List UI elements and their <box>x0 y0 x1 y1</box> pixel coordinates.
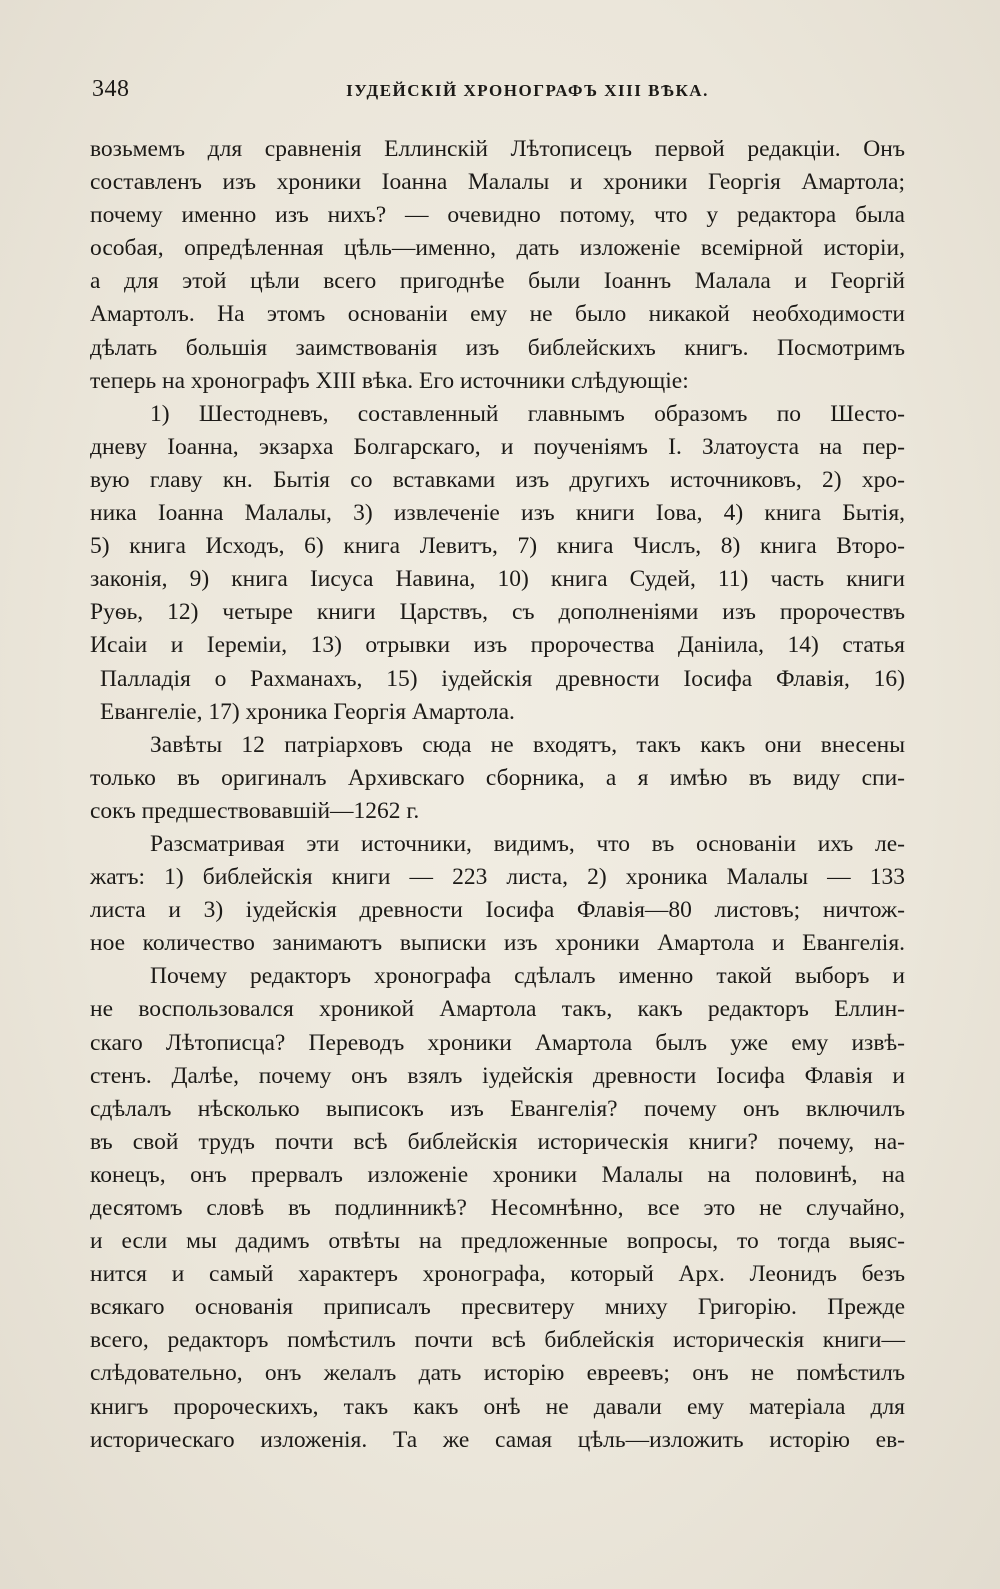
text-line: слѣдовательно, онъ желалъ дать исторію евреевъ; онъ не помѣстилъ <box>90 1360 905 1387</box>
text-line: дѣлать большія заимствованія изъ библейскихъ книгъ. Посмотримъ <box>90 334 905 361</box>
text-line: десятомъ словѣ въ подлинникѣ? Несомнѣнно, все это не случайно, <box>90 1195 905 1221</box>
text-line: и если мы дадимъ отвѣты на предложенные вопросы, то тогда выяс- <box>90 1228 905 1255</box>
text-line: законія, 9) книга Іисуса Навина, 10) книга Судей, 11) часть книги <box>90 566 905 593</box>
text-line: всякаго основанія приписалъ пресвитеру мниху Григорію. Прежде <box>90 1294 905 1321</box>
text-line: жатъ: 1) библейскія книги — 223 листа, 2) хроника Малалы — 133 <box>90 864 905 891</box>
text-line: скаго Лѣтописца? Переводъ хроники Амартола былъ уже ему извѣ- <box>90 1029 905 1056</box>
text-line: Исаіи и Іереміи, 13) отрывки изъ пророчества Даніила, 14) статья <box>90 632 905 659</box>
page-header <box>90 76 905 106</box>
body-text <box>90 133 905 1457</box>
text-line: стенъ. Далѣе, почему онъ взялъ іудейскія древности Іосифа Флавія и <box>90 1062 905 1089</box>
text-line: листа и 3) іудейскія древности Іосифа Флавія—80 листовъ; ничтож- <box>90 897 905 924</box>
text-line: Разсматривая эти источники, видимъ, что въ основаніи ихъ ле- <box>150 830 905 857</box>
text-line: возьмемъ для сравненія Еллинскій Лѣтописецъ первой редакціи. Онъ <box>90 136 905 162</box>
text-line: 1) Шестодневъ, составленный главнымъ образомъ по Шесто- <box>150 400 905 427</box>
text-line: Завѣты 12 патріарховъ сюда не входятъ, такъ какъ они внесены <box>150 731 905 758</box>
text-line: въ свой трудъ почти всѣ библейскія историческія книги? почему, на- <box>90 1128 905 1155</box>
text-line: Почему редакторъ хронографа сдѣлалъ именно такой выборъ и <box>150 963 905 990</box>
text-line: только въ оригиналъ Архивскаго сборника, а я имѣю въ виду спи- <box>90 764 905 791</box>
text-line: сокъ предшествовавшій—1262 г. <box>90 797 420 824</box>
text-line: ника Іоанна Малалы, 3) извлеченіе изъ книги Іова, 4) книга Бытія, <box>90 500 905 527</box>
page-number: 348 <box>92 76 130 102</box>
running-title: ІУДЕЙСКІЙ ХРОНОГРАФЪ XIII ВѢКА. <box>346 81 709 100</box>
text-line: Палладія о Рахманахъ, 15) іудейскія древности Іосифа Флавія, 16) <box>100 665 905 692</box>
text-line: сдѣлалъ нѣсколько выписокъ изъ Евангелія? почему онъ включилъ <box>90 1095 905 1122</box>
text-line: почему именно изъ нихъ? — очевидно потому, что у редактора была <box>90 202 905 229</box>
text-line: не воспользовался хроникой Амартола такъ, какъ редакторъ Еллин- <box>90 996 905 1023</box>
text-line: конецъ, онъ прервалъ изложеніе хроники Малалы на половинѣ, на <box>90 1161 905 1188</box>
text-line: теперь на хронографъ XIII вѣка. Его источники слѣдующіе: <box>90 367 689 394</box>
text-line: Амартолъ. На этомъ основаніи ему не было никакой необходимости <box>90 301 905 328</box>
text-line: составленъ изъ хроники Іоанна Малалы и хроники Георгія Амартола; <box>90 169 905 196</box>
text-line: вую главу кн. Бытія со вставками изъ другихъ источниковъ, 2) хро- <box>90 466 905 493</box>
text-line: дневу Іоанна, экзарха Болгарскаго, и поученіямъ І. Златоуста на пер- <box>90 433 905 460</box>
text-line: всего, редакторъ помѣстилъ почти всѣ библейскія историческія книги— <box>90 1327 905 1354</box>
text-line: книгъ пророческихъ, такъ какъ онѣ не давали ему матеріала для <box>90 1393 905 1420</box>
text-line: историческаго изложенія. Та же самая цѣль—изложить исторію ев- <box>90 1426 905 1453</box>
text-line: 5) книга Исходъ, 6) книга Левитъ, 7) книга Числъ, 8) книга Второ- <box>90 533 905 560</box>
text-line: Руѳь, 12) четыре книги Царствъ, съ дополненіями изъ пророчествъ <box>90 599 905 626</box>
text-line: особая, опредѣленная цѣль—именно, дать изложеніе всемірной исторіи, <box>90 235 905 262</box>
text-line: ное количество занимаютъ выписки изъ хроники Амартола и Евангелія. <box>90 930 905 957</box>
text-line: а для этой цѣли всего пригоднѣе были Іоаннъ Малала и Георгій <box>90 268 905 295</box>
text-line: нится и самый характеръ хронографа, который Арх. Леонидъ безъ <box>90 1261 905 1288</box>
text-line: Евангеліе, 17) хроника Георгія Амартола. <box>100 698 515 725</box>
